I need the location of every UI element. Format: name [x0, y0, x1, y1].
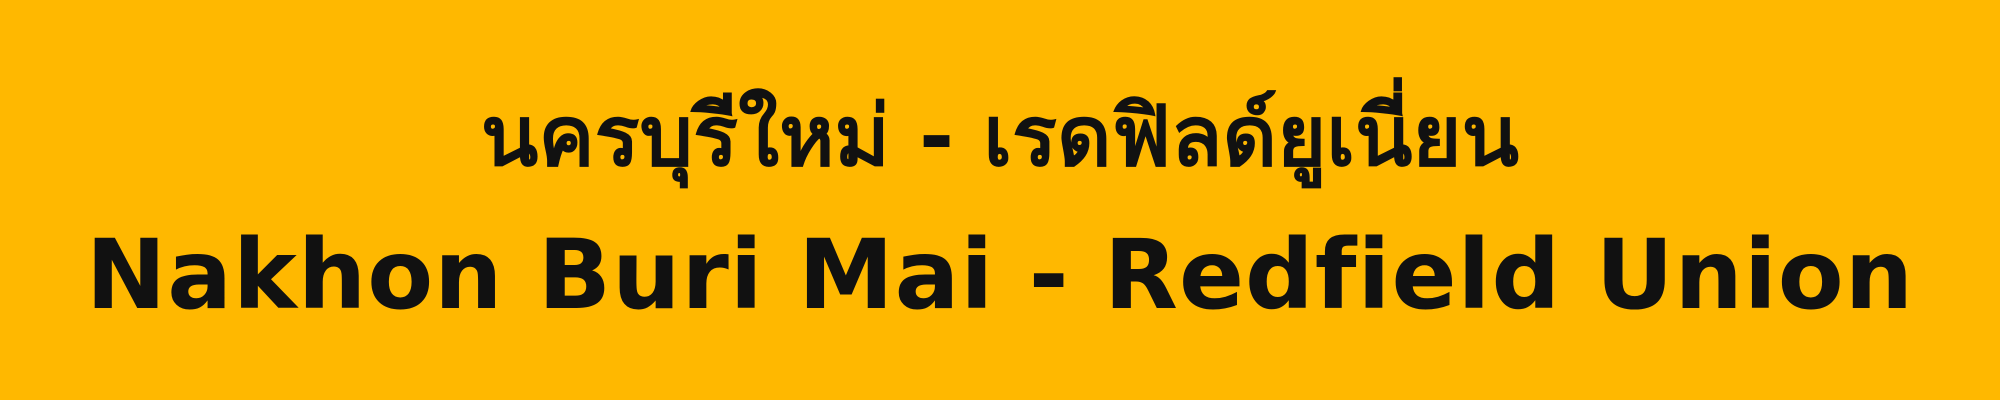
thai-station-name: นครบุรีใหม่ - เรดฟิลด์ยูเนี่ยน: [480, 87, 1520, 185]
english-station-name: Nakhon Buri Mai - Redfield Union: [85, 219, 1915, 331]
